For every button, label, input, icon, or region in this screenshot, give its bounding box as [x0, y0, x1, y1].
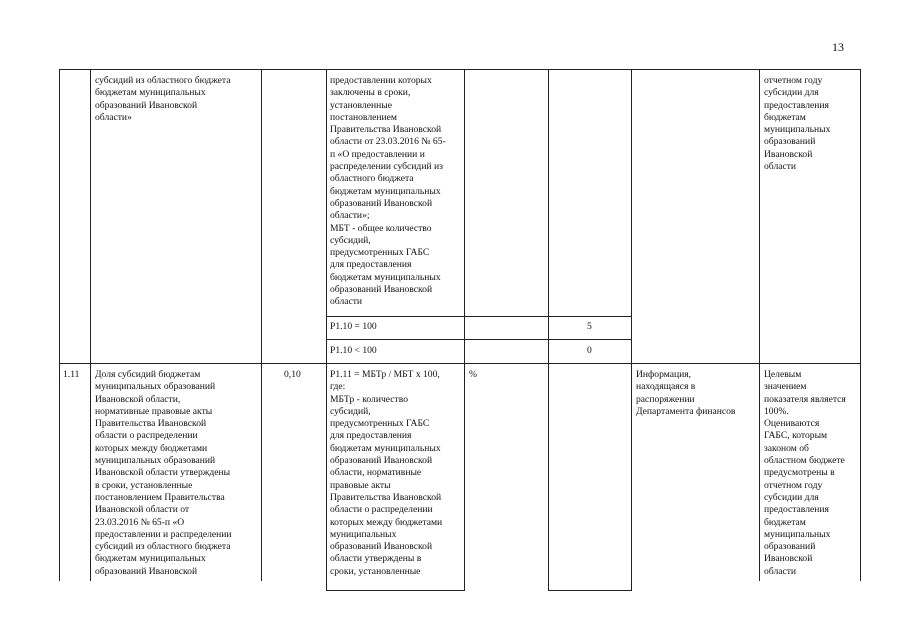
condition-score: 0	[587, 345, 592, 356]
indicator-formula: P1.11 = МБТр / МБТ х 100, где: МБТр - количество субсидий, предусмотренных ГАБС для предоставления бюджетам муниципальных образований Ивановской области, нормативные правовые акты Правительства Ивановской области о распределении которых между бюджетами муниципальных образований Ивановской области утверждены в сроки, установленные	[330, 369, 443, 577]
page-number: 13	[832, 40, 844, 54]
indicator-number: 1.11	[63, 369, 80, 380]
column-divider	[261, 69, 262, 581]
column-divider	[90, 69, 91, 581]
condition-divider	[326, 339, 632, 340]
condition-formula: P1.10 < 100	[330, 345, 377, 356]
condition-column-divider	[548, 316, 549, 363]
column-divider	[759, 69, 760, 581]
condition-score: 5	[587, 321, 592, 332]
indicator-formula-continued: предоставлении которых заключены в сроки, установленные постановлением Правительства Ивановской области от 23.03.2016 № 65- п «О предоставлении и распределении субсидий из областного бюджета бюджетам муниципальных образований Ивановской области»; МБТ - общее количество субсидий, предусмотренных ГАБС для предоставления бюджетам муниципальных образований Ивановской области	[330, 75, 446, 308]
indicator-name: Доля субсидий бюджетам муниципальных образований Ивановской области, нормативные правовые акты Правительства Ивановской области о распределении которых между бюджетами муниципальных образований Ивановской области утверждены в сроки, установленные постановлением Правительства Ивановской области от 23.03.2016 № 65-п «О предоставлении и распределении субсидий из областного бюджета бюджетам муниципальных образований Ивановской	[95, 369, 232, 577]
indicator-source: Информация, находящаяся в распоряжении Департамента финансов	[636, 369, 736, 417]
condition-column-divider	[464, 316, 465, 363]
indicator-unit: %	[469, 369, 477, 380]
table-border-left	[59, 69, 60, 581]
table-border-right	[860, 69, 861, 581]
score-box	[548, 363, 632, 591]
score-box	[548, 69, 632, 364]
indicator-weight: 0,10	[284, 369, 301, 380]
condition-divider	[326, 316, 632, 317]
condition-formula: P1.10 = 100	[330, 321, 377, 332]
indicator-name-continued: субсидий из областного бюджета бюджетам муниципальных образований Ивановской области»	[95, 75, 231, 123]
indicator-note-continued: отчетном году субсидии для предоставления бюджетам муниципальных образований Ивановской области	[764, 75, 831, 173]
indicator-note: Целевым значением показателя является 100%. Оцениваются ГАБС, которым законом об областном бюджете предусмотрены в отчетном году субсидии для предоставления бюджетам муниципальных образований Ивановской области	[764, 369, 846, 577]
